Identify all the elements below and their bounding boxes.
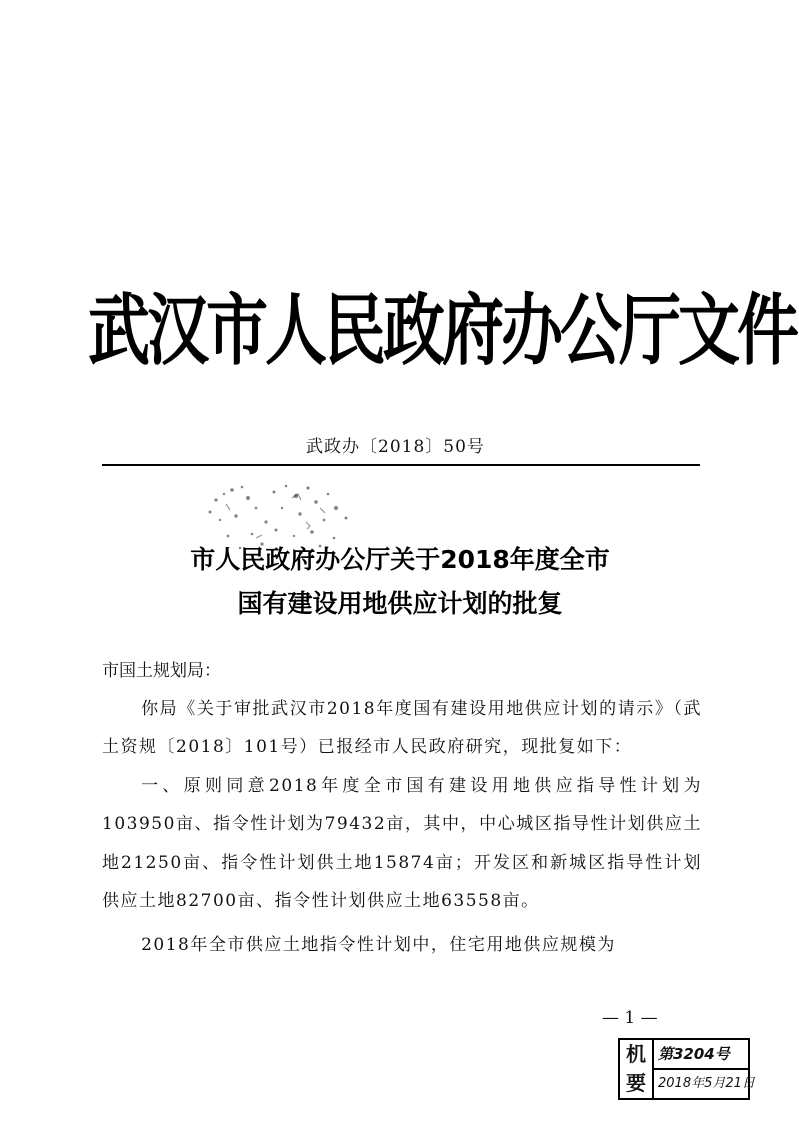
document-number: 武政办〔2018〕50号 xyxy=(306,437,485,457)
red-header-rule xyxy=(102,464,700,466)
title-line-2: 国有建设用地供应计划的批复 xyxy=(237,589,563,618)
stamp-date: 2018年5月21日 xyxy=(658,1076,755,1091)
page-number: — 1 — xyxy=(602,1008,658,1028)
recipient-salutation: 市国土规划局： xyxy=(102,661,221,681)
stamp-serial-number: 第3204号 xyxy=(658,1045,730,1063)
stamp-label-bottom: 要 xyxy=(626,1071,646,1095)
masthead-title: 武汉市人民政府办公厅文件 xyxy=(88,284,797,376)
paragraph-2: 一、原则同意2018年度全市国有建设用地供应指导性计划为103950亩、指令性计划为79432亩，其中，中心城区指导性计划供应土地21250亩、指令性计划供土地15874亩；开发区和新城区指导性计划供应土地82700亩、指令性计划供应土地63558亩。 xyxy=(102,775,702,912)
title-line-1: 市人民政府办公厅关于2018年度全市 xyxy=(190,545,610,574)
paragraph-3: 2018年全市供应土地指令性计划中，住宅用地供应规模为 xyxy=(141,935,616,956)
confidential-stamp-box xyxy=(618,1038,755,1100)
paragraph-1: 你局《关于审批武汉市2018年度国有建设用地供应计划的请示》（武土资规〔2018〕101号）已报经市人民政府研究，现批复如下： xyxy=(102,699,702,758)
body-text xyxy=(102,690,702,965)
stamp-label-top: 机 xyxy=(626,1042,646,1066)
document-title xyxy=(160,538,640,626)
